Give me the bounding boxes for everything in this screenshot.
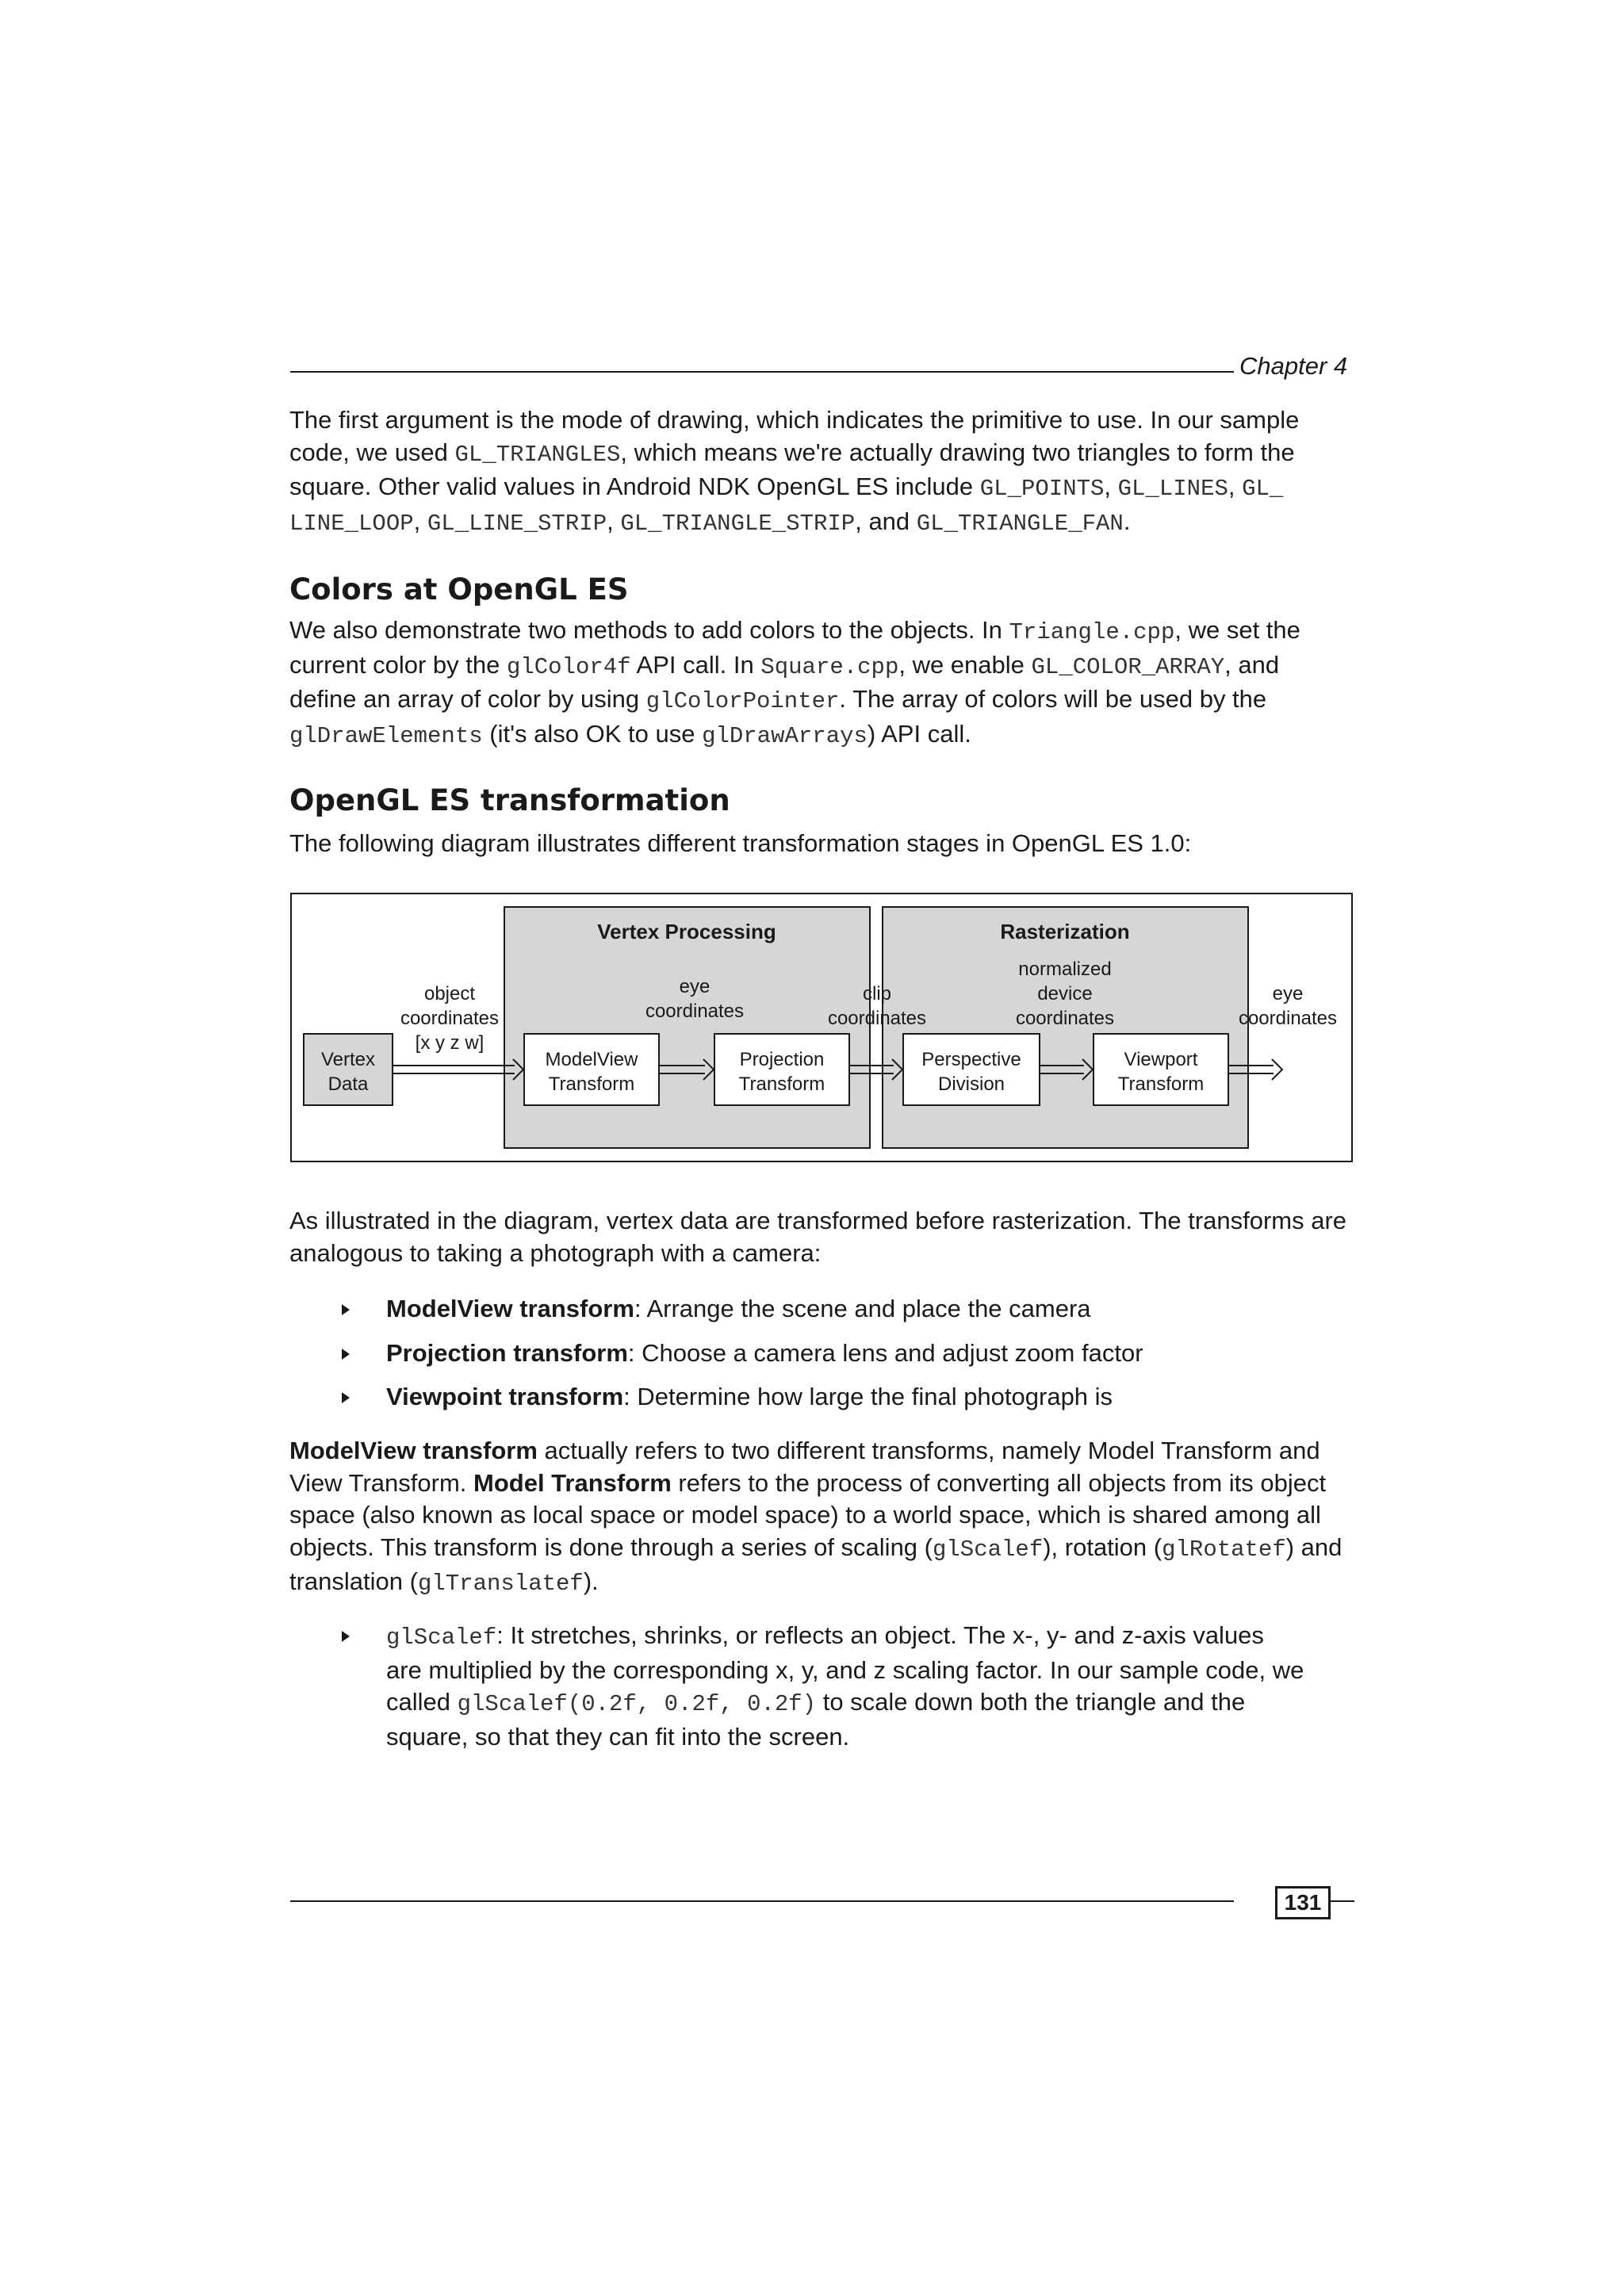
svg-text:Vertex: Vertex	[320, 1049, 376, 1070]
svg-text:coordinates: coordinates	[1238, 1008, 1338, 1029]
bullet-triangle-icon	[342, 1349, 350, 1360]
scalef-list	[289, 1620, 1352, 1753]
header-rule	[290, 371, 1234, 373]
transformation-diagram	[290, 893, 1353, 1162]
svg-text:ModelView: ModelView	[545, 1049, 638, 1070]
list-item: Projection transform: Choose a camera lens and adjust zoom factor	[289, 1337, 1352, 1370]
svg-text:Transform: Transform	[738, 1073, 825, 1095]
svg-text:Transform: Transform	[1117, 1073, 1205, 1095]
intro-paragraph: The first argument is the mode of drawing, which indicates the primitive to use. In our sample code, we used GL_TRIANGLES, which means we're actually drawing two triangles to form the square. Other valid values in Android NDK OpenGL ES include GL_POINTS, GL_LINES, GL_ LINE_LOOP, GL_LINE_STRIP, GL_TRIANGLE_STRIP, and GL_TRIANGLE_FAN.	[289, 406, 1300, 537]
svg-text:[x y z w]: [x y z w]	[415, 1032, 485, 1054]
modelview-paragraph: ModelView transform actually refers to two different transforms, namely Model Transform and View Transform. Model Transform refers to the process of converting all objects from its object space (also known as local space or model space) to a world space, which is shared among all objects. This transform is done through a series of scaling (glScalef), rotation (glRotatef) and translation (glTranslatef).	[289, 1437, 1342, 1597]
svg-text:coordinates: coordinates	[1015, 1008, 1115, 1029]
transform-heading: OpenGL ES transformation	[289, 783, 730, 817]
vertex-processing-title: Vertex Processing	[597, 920, 776, 943]
svg-text:Division: Division	[937, 1073, 1005, 1095]
svg-text:eye: eye	[679, 976, 710, 997]
footer-rule-end	[1329, 1900, 1354, 1902]
list-item: glScalef: It stretches, shrinks, or reflects an object. The x-, y- and z-axis values are multiplied by the corresponding x, y, and z scaling factor. In our sample code, we called glScalef(0.2f, 0.2f, 0.2f) to scale down both the triangle and the square, so that they can fit into the screen.	[289, 1620, 1352, 1753]
after-diagram-paragraph: As illustrated in the diagram, vertex data are transformed before rasterization. The transforms are analogous to taking a photograph with a camera:	[289, 1207, 1347, 1267]
svg-text:device: device	[1037, 983, 1093, 1004]
svg-text:Data: Data	[327, 1073, 369, 1095]
bullet-triangle-icon	[342, 1304, 350, 1315]
transform-lead: The following diagram illustrates different transformation stages in OpenGL ES 1.0:	[289, 829, 1192, 857]
svg-text:coordinates: coordinates	[827, 1008, 927, 1029]
svg-text:coordinates: coordinates	[400, 1008, 500, 1029]
svg-text:eye: eye	[1272, 983, 1304, 1004]
svg-text:Projection: Projection	[739, 1049, 825, 1070]
list-item: ModelView transform: Arrange the scene and place the camera	[289, 1293, 1352, 1326]
colors-heading: Colors at OpenGL ES	[289, 572, 629, 607]
transform-heading-block	[289, 783, 1352, 817]
svg-text:Viewport: Viewport	[1124, 1049, 1198, 1070]
svg-text:coordinates: coordinates	[645, 1001, 745, 1022]
colors-paragraph: We also demonstrate two methods to add colors to the objects. In Triangle.cpp, we set the current color by the glColor4f API call. In Square.cpp, we enable GL_COLOR_ARRAY, and define an array of color by using glColorPointer. The array of colors will be used by the glDrawElements (it's also OK to use glDrawArrays) API call.	[289, 616, 1300, 749]
chapter-label: Chapter 4	[1239, 352, 1348, 380]
camera-analogy-list	[289, 1293, 1352, 1414]
page-number: 131	[1275, 1886, 1331, 1919]
bullet-triangle-icon	[342, 1631, 350, 1642]
svg-text:Transform: Transform	[548, 1073, 635, 1095]
colors-heading-block	[289, 572, 1352, 607]
bullet-triangle-icon	[342, 1392, 350, 1403]
footer-rule	[290, 1900, 1234, 1902]
svg-text:object: object	[423, 983, 476, 1004]
svg-text:Perspective: Perspective	[921, 1049, 1021, 1070]
svg-text:clip: clip	[862, 983, 892, 1004]
list-item: Viewpoint transform: Determine how large the final photograph is	[289, 1381, 1352, 1414]
svg-text:normalized: normalized	[1018, 959, 1112, 980]
rasterization-title: Rasterization	[1000, 920, 1130, 943]
